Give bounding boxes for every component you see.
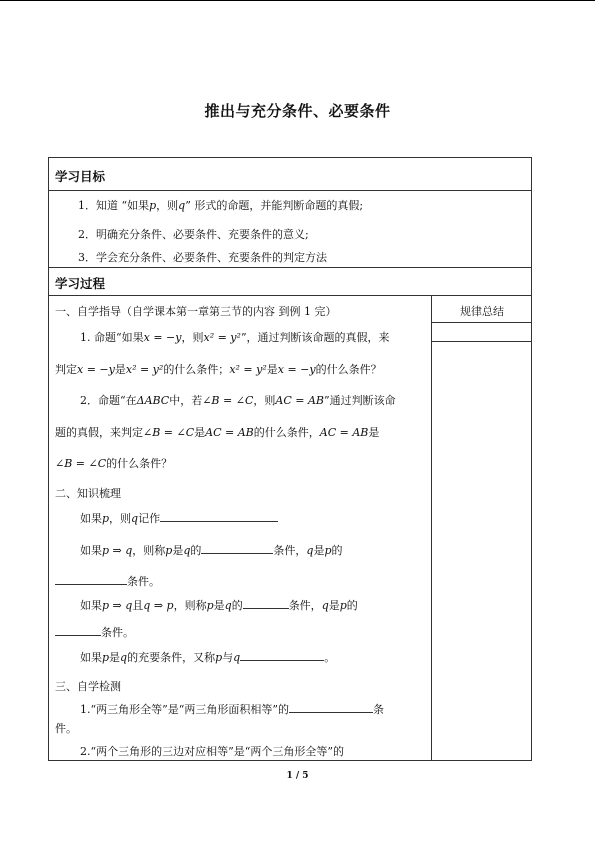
knowledge-3-line-2: 条件。 (55, 625, 134, 640)
section-1-title: 一、自学指导（自学课本第一章第三节的内容 到例 1 完） (55, 305, 337, 318)
knowledge-4: 如果p是q的充要条件，又称p与q 。 (80, 651, 336, 664)
answer-blank[interactable] (289, 702, 373, 713)
answer-blank[interactable] (201, 543, 273, 554)
side-column-heading: 规律总结 (460, 305, 504, 318)
test-1-line-2: 件。 (55, 722, 77, 735)
process-heading-rule (48, 295, 532, 296)
page-title: 推出与充分条件、必要条件 (204, 102, 391, 120)
side-column-divider (431, 295, 432, 761)
objective-2: 2．明确充分条件、必要条件、充要条件的意义; (78, 228, 309, 241)
question-1-line-2: 判定x = −y是x² = y²的什么条件；x² = y²是x = −y的什么条件？ (55, 363, 382, 376)
knowledge-2-line-1: 如果p ⇒ q，则称p是q的 条件，q是p的 (80, 544, 343, 557)
question-2-line-1: 2．命题“在ΔABC中，若∠B = ∠C，则AC = AB”通过判断该命 (80, 394, 396, 407)
objective-3: 3．学会充分条件、必要条件、充要条件的判定方法 (78, 251, 327, 264)
answer-blank[interactable] (160, 511, 278, 522)
top-rule (0, 0, 595, 1)
answer-blank[interactable] (55, 625, 101, 636)
question-2-line-3: ∠B = ∠C的什么条件？ (55, 457, 173, 470)
question-2-line-2: 题的真假，来判定∠B = ∠C是AC = AB的什么条件，AC = AB是 (55, 426, 380, 439)
answer-blank[interactable] (243, 598, 289, 609)
test-1-line-1: 1.“两三角形全等”是“两三角形面积相等”的 条 (80, 703, 384, 716)
process-top-rule (48, 267, 532, 268)
knowledge-1: 如果p，则q记作 (80, 511, 278, 526)
objectives-heading-rule (48, 190, 532, 191)
objectives-heading: 学习目标 (55, 169, 106, 184)
test-2: 2.“两个三角形的三边对应相等”是“两个三角形全等”的 (80, 745, 344, 758)
side-column-rule (432, 322, 532, 323)
section-3-title: 三、自学检测 (55, 680, 121, 693)
side-column-rule-2 (432, 341, 532, 342)
knowledge-2-line-2: 条件。 (55, 574, 160, 589)
process-heading: 学习过程 (55, 276, 106, 291)
section-2-title: 二、知识梳理 (55, 487, 121, 500)
objective-1: 1．知道 “如果p，则q” 形式的命题，并能判断命题的真假; (78, 199, 364, 212)
question-1-line-1: 1. 命题“如果x = −y，则x² = y²”，通过判断该命题的真假，来 (80, 331, 390, 344)
knowledge-3-line-1: 如果p ⇒ q且q ⇒ p，则称p是q的 条件，q是p的 (80, 599, 358, 612)
answer-blank[interactable] (240, 650, 324, 661)
answer-blank[interactable] (55, 574, 127, 585)
page-number: 1 / 5 (286, 771, 309, 781)
